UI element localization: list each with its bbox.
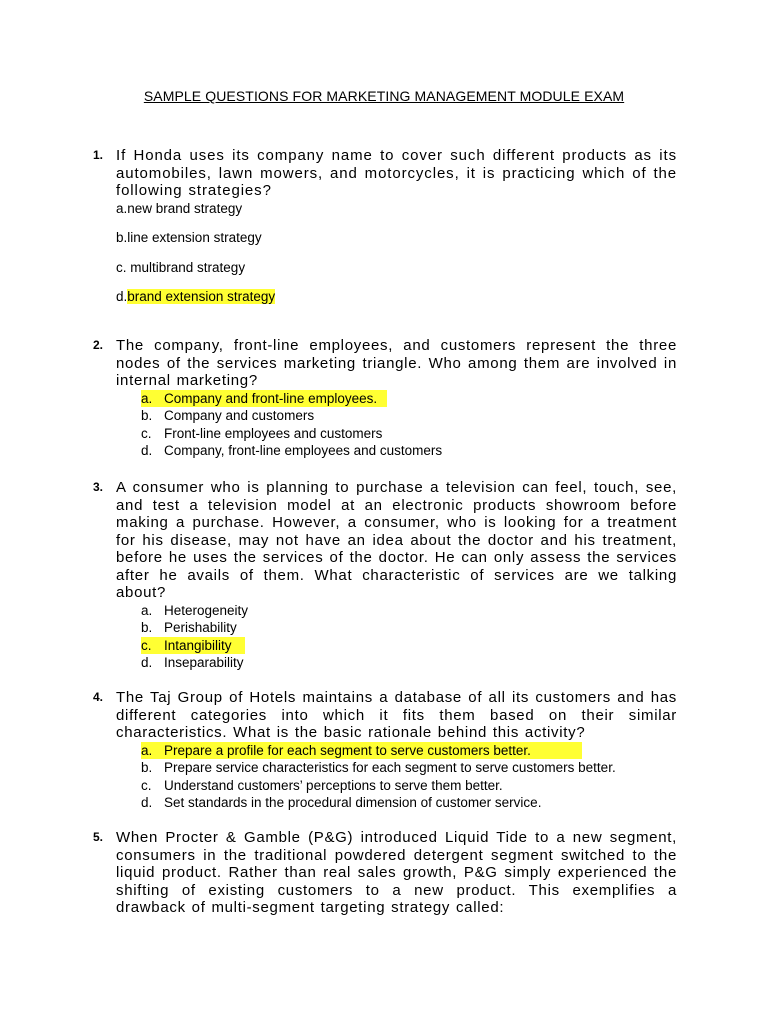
option-text: Front-line employees and customers: [164, 425, 383, 441]
option-b: [141, 407, 677, 425]
question-1: [93, 147, 677, 318]
option-text: Heterogeneity: [164, 602, 249, 618]
question-number: 5.: [93, 830, 104, 844]
option-text: Understand customers’ perceptions to serve them better.: [164, 777, 503, 793]
option-text: Company and front-line employees.: [164, 390, 378, 406]
option-a: [141, 602, 677, 620]
page-title: SAMPLE QUESTIONS FOR MARKETING MANAGEMENT MODULE EXAM: [143, 88, 625, 104]
option-letter: b.: [141, 620, 153, 635]
option-c: [141, 425, 677, 443]
question-number: 2.: [93, 338, 104, 352]
option-letter: b.: [141, 760, 153, 775]
option-letter: d.: [141, 655, 153, 670]
question-text: The Taj Group of Hotels maintains a database of all its customers and has different categories into which it fits them based on their similar characteristics. What is the basic rationale behind this activity?: [116, 689, 677, 741]
option-text: Company and customers: [164, 408, 315, 423]
option-letter: a.: [141, 390, 153, 406]
option-text: Set standards in the procedural dimension of customer service.: [164, 795, 542, 810]
options-list: [116, 200, 677, 318]
question-number: 1.: [93, 148, 104, 162]
question-3: [93, 479, 677, 672]
option-letter: d.: [141, 795, 153, 810]
option-d: [141, 442, 677, 460]
question-number: 4.: [93, 690, 104, 704]
option-text: multibrand strategy: [126, 259, 246, 275]
option-text: new brand strategy: [127, 200, 243, 216]
option-text: Inseparability: [164, 655, 244, 670]
question-text: A consumer who is planning to purchase a television can feel, touch, see, and test a television model at an electronic products showroom before making a purchase. However, a consumer, who is looking for a treatment for his disease, may not have an idea about the doctor and his treatment, before he uses the services of the doctor. He can only assess the services after he avails of them. What characteristic of services are we talking about?: [116, 479, 677, 601]
option-b: [116, 229, 677, 259]
option-letter: b.: [116, 230, 128, 245]
option-text: Perishability: [164, 620, 237, 635]
option-text-highlighted: brand extension strategy: [127, 289, 276, 304]
option-d: [141, 794, 677, 812]
question-text: When Procter & Gamble (P&G) introduced Liquid Tide to a new segment, consumers in the traditional powdered detergent segment switched to the liquid product. Rather than real sales growth, P&G simply experienced the shifting of existing customers to a new product. This exemplifies a drawback of multi-segment targeting strategy called:: [116, 829, 677, 916]
option-b: [141, 759, 677, 777]
question-4: [93, 689, 677, 812]
question-5: [93, 829, 677, 917]
option-text: Company, front-line employees and customers: [164, 443, 443, 458]
option-letter: d.: [116, 289, 128, 304]
option-a: [141, 742, 582, 760]
option-d: [116, 288, 677, 318]
option-b: [141, 619, 677, 637]
option-letter: c.: [141, 777, 152, 793]
option-c: [141, 637, 245, 655]
options-list: [141, 390, 677, 460]
option-letter: d.: [141, 443, 153, 458]
question-text: If Honda uses its company name to cover such different products as its automobiles, lawn mowers, and motorcycles, it is practicing which of the following strategies?: [116, 147, 677, 199]
option-c: [116, 259, 677, 289]
option-text: Prepare service characteristics for each segment to serve customers better.: [164, 760, 616, 775]
option-letter: b.: [141, 408, 153, 423]
options-list: [141, 602, 677, 672]
option-letter: a.: [141, 742, 153, 758]
option-a: [116, 200, 677, 230]
option-c: [141, 777, 677, 795]
option-letter: c.: [141, 425, 152, 441]
option-text: Intangibility: [164, 637, 232, 653]
option-letter: c.: [116, 259, 127, 275]
option-letter: c.: [141, 637, 152, 653]
question-text: The company, front-line employees, and customers represent the three nodes of the services marketing triangle. Who among them are involved in internal marketing?: [116, 337, 677, 389]
option-letter: a.: [116, 200, 128, 216]
question-2: [93, 337, 677, 460]
option-text: line extension strategy: [127, 230, 262, 245]
options-list: [141, 742, 677, 812]
option-d: [141, 654, 677, 672]
option-text: Prepare a profile for each segment to serve customers better.: [164, 742, 531, 758]
question-number: 3.: [93, 480, 104, 494]
option-letter: a.: [141, 602, 153, 618]
option-a: [141, 390, 387, 408]
